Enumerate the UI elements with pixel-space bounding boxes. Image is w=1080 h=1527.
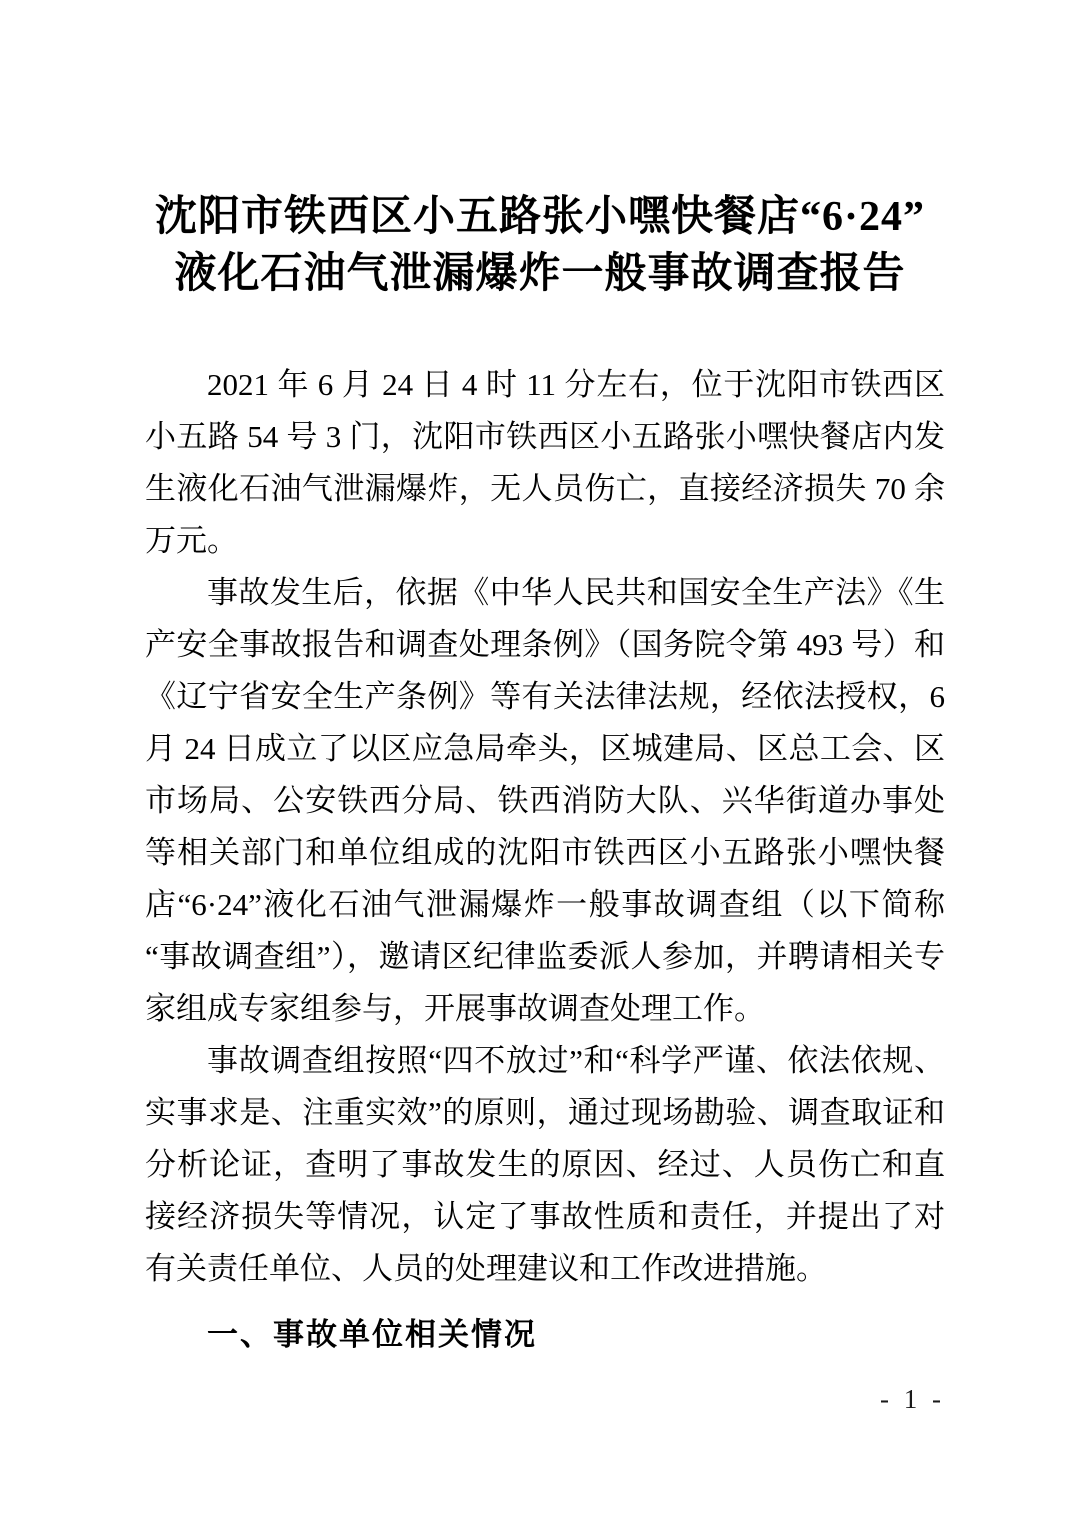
- report-title-line-2: 液化石油气泄漏爆炸一般事故调查报告: [174, 251, 906, 297]
- report-body: [145, 359, 945, 1361]
- paragraph-accident-overview: 2021 年 6 月 24 日 4 时 11 分左右，位于沈阳市铁西区小五路 54 号 3 门，沈阳市铁西区小五路张小嘿快餐店内发生液化石油气泄漏爆炸，无人员伤亡，直接经济损失 70 余万元。: [145, 367, 945, 558]
- report-title: [0, 0, 1080, 303]
- page-number: - 1 -: [880, 1384, 945, 1414]
- section-heading-accident-unit-info: 一、事故单位相关情况: [207, 1317, 537, 1352]
- paragraph-investigation-team-formation: 事故发生后，依据《中华人民共和国安全生产法》《生产安全事故报告和调查处理条例》（国务院令第 493 号）和《辽宁省安全生产条例》等有关法律法规，经依法授权，6 月 24 日成立了以区应急局牵头，区城建局、区总工会、区市场局、公安铁西分局、铁西消防大队、兴华街道办事处等相关部门和单位组成的沈阳市铁西区小五路张小嘿快餐店“6·24”液化石油气泄漏爆炸一般事故调查组（以下简称“事故调查组”），邀请区纪律监委派人参加，并聘请相关专家组成专家组参与，开展事故调查处理工作。: [145, 575, 945, 1026]
- paragraph-investigation-process: 事故调查组按照“四不放过”和“科学严谨、依法依规、实事求是、注重实效”的原则，通过现场勘验、调查取证和分析论证，查明了事故发生的原因、经过、人员伤亡和直接经济损失等情况，认定了事故性质和责任，并提出了对有关责任单位、人员的处理建议和工作改进措施。: [145, 1043, 945, 1286]
- report-title-line-1: 沈阳市铁西区小五路张小嘿快餐店“6·24”: [154, 194, 925, 240]
